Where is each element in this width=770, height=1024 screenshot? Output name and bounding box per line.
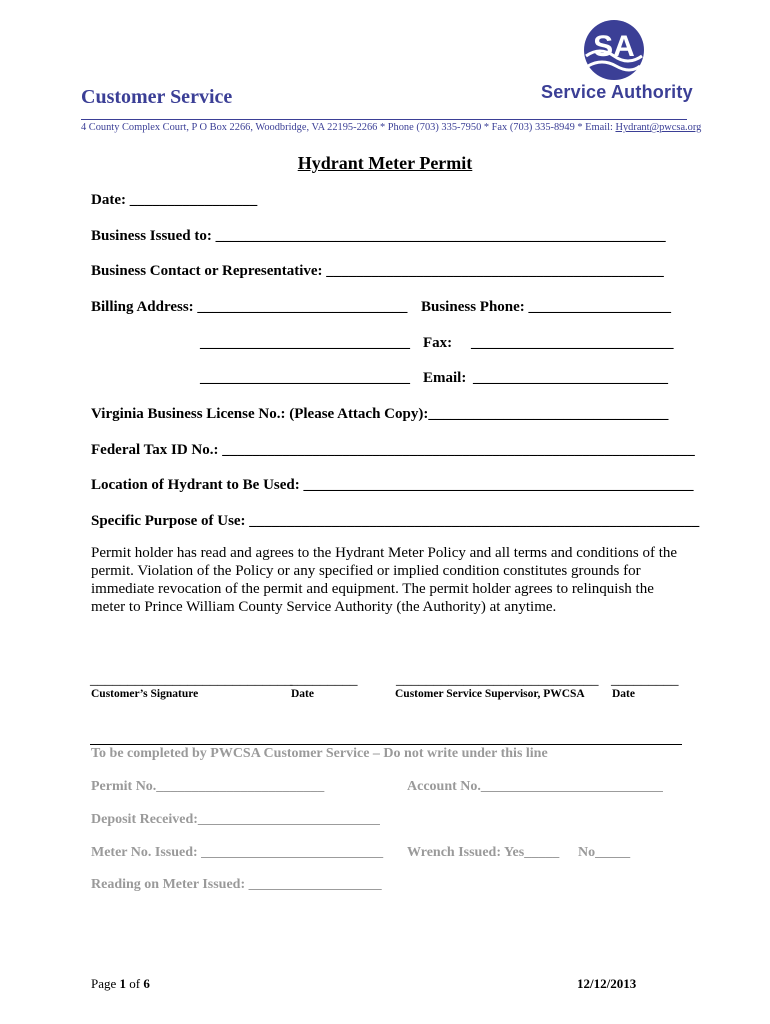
page-current: 1 (119, 976, 127, 991)
meter-no-field[interactable]: Meter No. Issued: __________________________ (91, 845, 384, 860)
office-use-divider (90, 744, 682, 745)
deposit-received-field[interactable]: Deposit Received:__________________________ (91, 812, 380, 827)
agreement-paragraph: Permit holder has read and agrees to the Hydrant Meter Policy and all terms and conditions of the permit. Violation of the Policy or any specified or implied condition constitutes grounds for immediate revocation of the permit and equipment. The permit holder agrees to relinquish the meter to Prince William County Service Authority (the Authority) at anytime. (91, 545, 678, 615)
supervisor-signature-line[interactable]: ___________________________ (396, 672, 599, 688)
office-use-heading: To be completed by PWCSA Customer Service – Do not write under this line (91, 746, 548, 761)
supervisor-label: Customer Service Supervisor, PWCSA (395, 688, 585, 700)
supervisor-date-line[interactable]: _________ (611, 672, 679, 688)
federal-tax-id-field[interactable]: Federal Tax ID No.: _______________________________________________________________ (91, 442, 695, 458)
header-divider (81, 119, 687, 120)
page-of: of (126, 976, 144, 991)
billing-address-line-3[interactable]: ____________________________ (200, 370, 410, 386)
hydrant-location-field[interactable]: Location of Hydrant to Be Used: ____________________________________________________ (91, 477, 694, 493)
account-no-field[interactable]: Account No.__________________________ (407, 779, 663, 794)
email-link[interactable]: Hydrant@pwcsa.org (615, 122, 702, 133)
svg-text:SA: SA (593, 30, 635, 63)
customer-signature-line[interactable]: ___________________________ (90, 672, 293, 688)
footer-date: 12/12/2013 (577, 976, 637, 991)
wrench-issued-yes-field[interactable]: Wrench Issued: Yes_____ (407, 845, 560, 860)
specific-purpose-field[interactable]: Specific Purpose of Use: ____________________________________________________________ (91, 513, 700, 529)
fax-label: Fax: (423, 335, 453, 351)
wrench-issued-no-field[interactable]: No_____ (578, 845, 631, 860)
billing-address-field[interactable]: Billing Address: ____________________________ (91, 299, 408, 315)
department-title: Customer Service (81, 86, 233, 108)
supervisor-date-label: Date (612, 688, 635, 700)
meter-reading-field[interactable]: Reading on Meter Issued: ___________________ (91, 877, 382, 892)
contact-address (81, 122, 701, 133)
customer-signature-label: Customer’s Signature (91, 688, 199, 700)
page-title: Hydrant Meter Permit (297, 153, 473, 173)
business-issued-to-field[interactable]: Business Issued to: ____________________________________________________________ (91, 228, 666, 244)
customer-date-label: Date (291, 688, 314, 700)
business-contact-field[interactable]: Business Contact or Representative: _____________________________________________ (91, 263, 664, 279)
fax-field[interactable]: ___________________________ (471, 335, 674, 351)
email-field[interactable]: __________________________ (473, 370, 668, 386)
va-license-field[interactable]: Virginia Business License No.: (Please Attach Copy):________________________________ (91, 406, 669, 422)
email-label: Email: (423, 370, 467, 386)
business-phone-field[interactable]: Business Phone: ___________________ (421, 299, 672, 315)
billing-address-line-2[interactable]: ____________________________ (200, 335, 410, 351)
page-number (91, 976, 150, 992)
customer-date-line[interactable]: _________ (290, 672, 358, 688)
page-prefix: Page (91, 976, 120, 991)
date-field[interactable]: Date: _________________ (91, 192, 258, 208)
address-text: 4 County Complex Court, P O Box 2266, Woodbridge, VA 22195-2266 * Phone (703) 335-7950 * Fax (703) 335-8949 * Email: (81, 122, 616, 133)
logo-wordmark: Service Authority (541, 82, 693, 102)
page-total: 6 (143, 976, 150, 991)
permit-no-field[interactable]: Permit No.________________________ (91, 779, 325, 794)
